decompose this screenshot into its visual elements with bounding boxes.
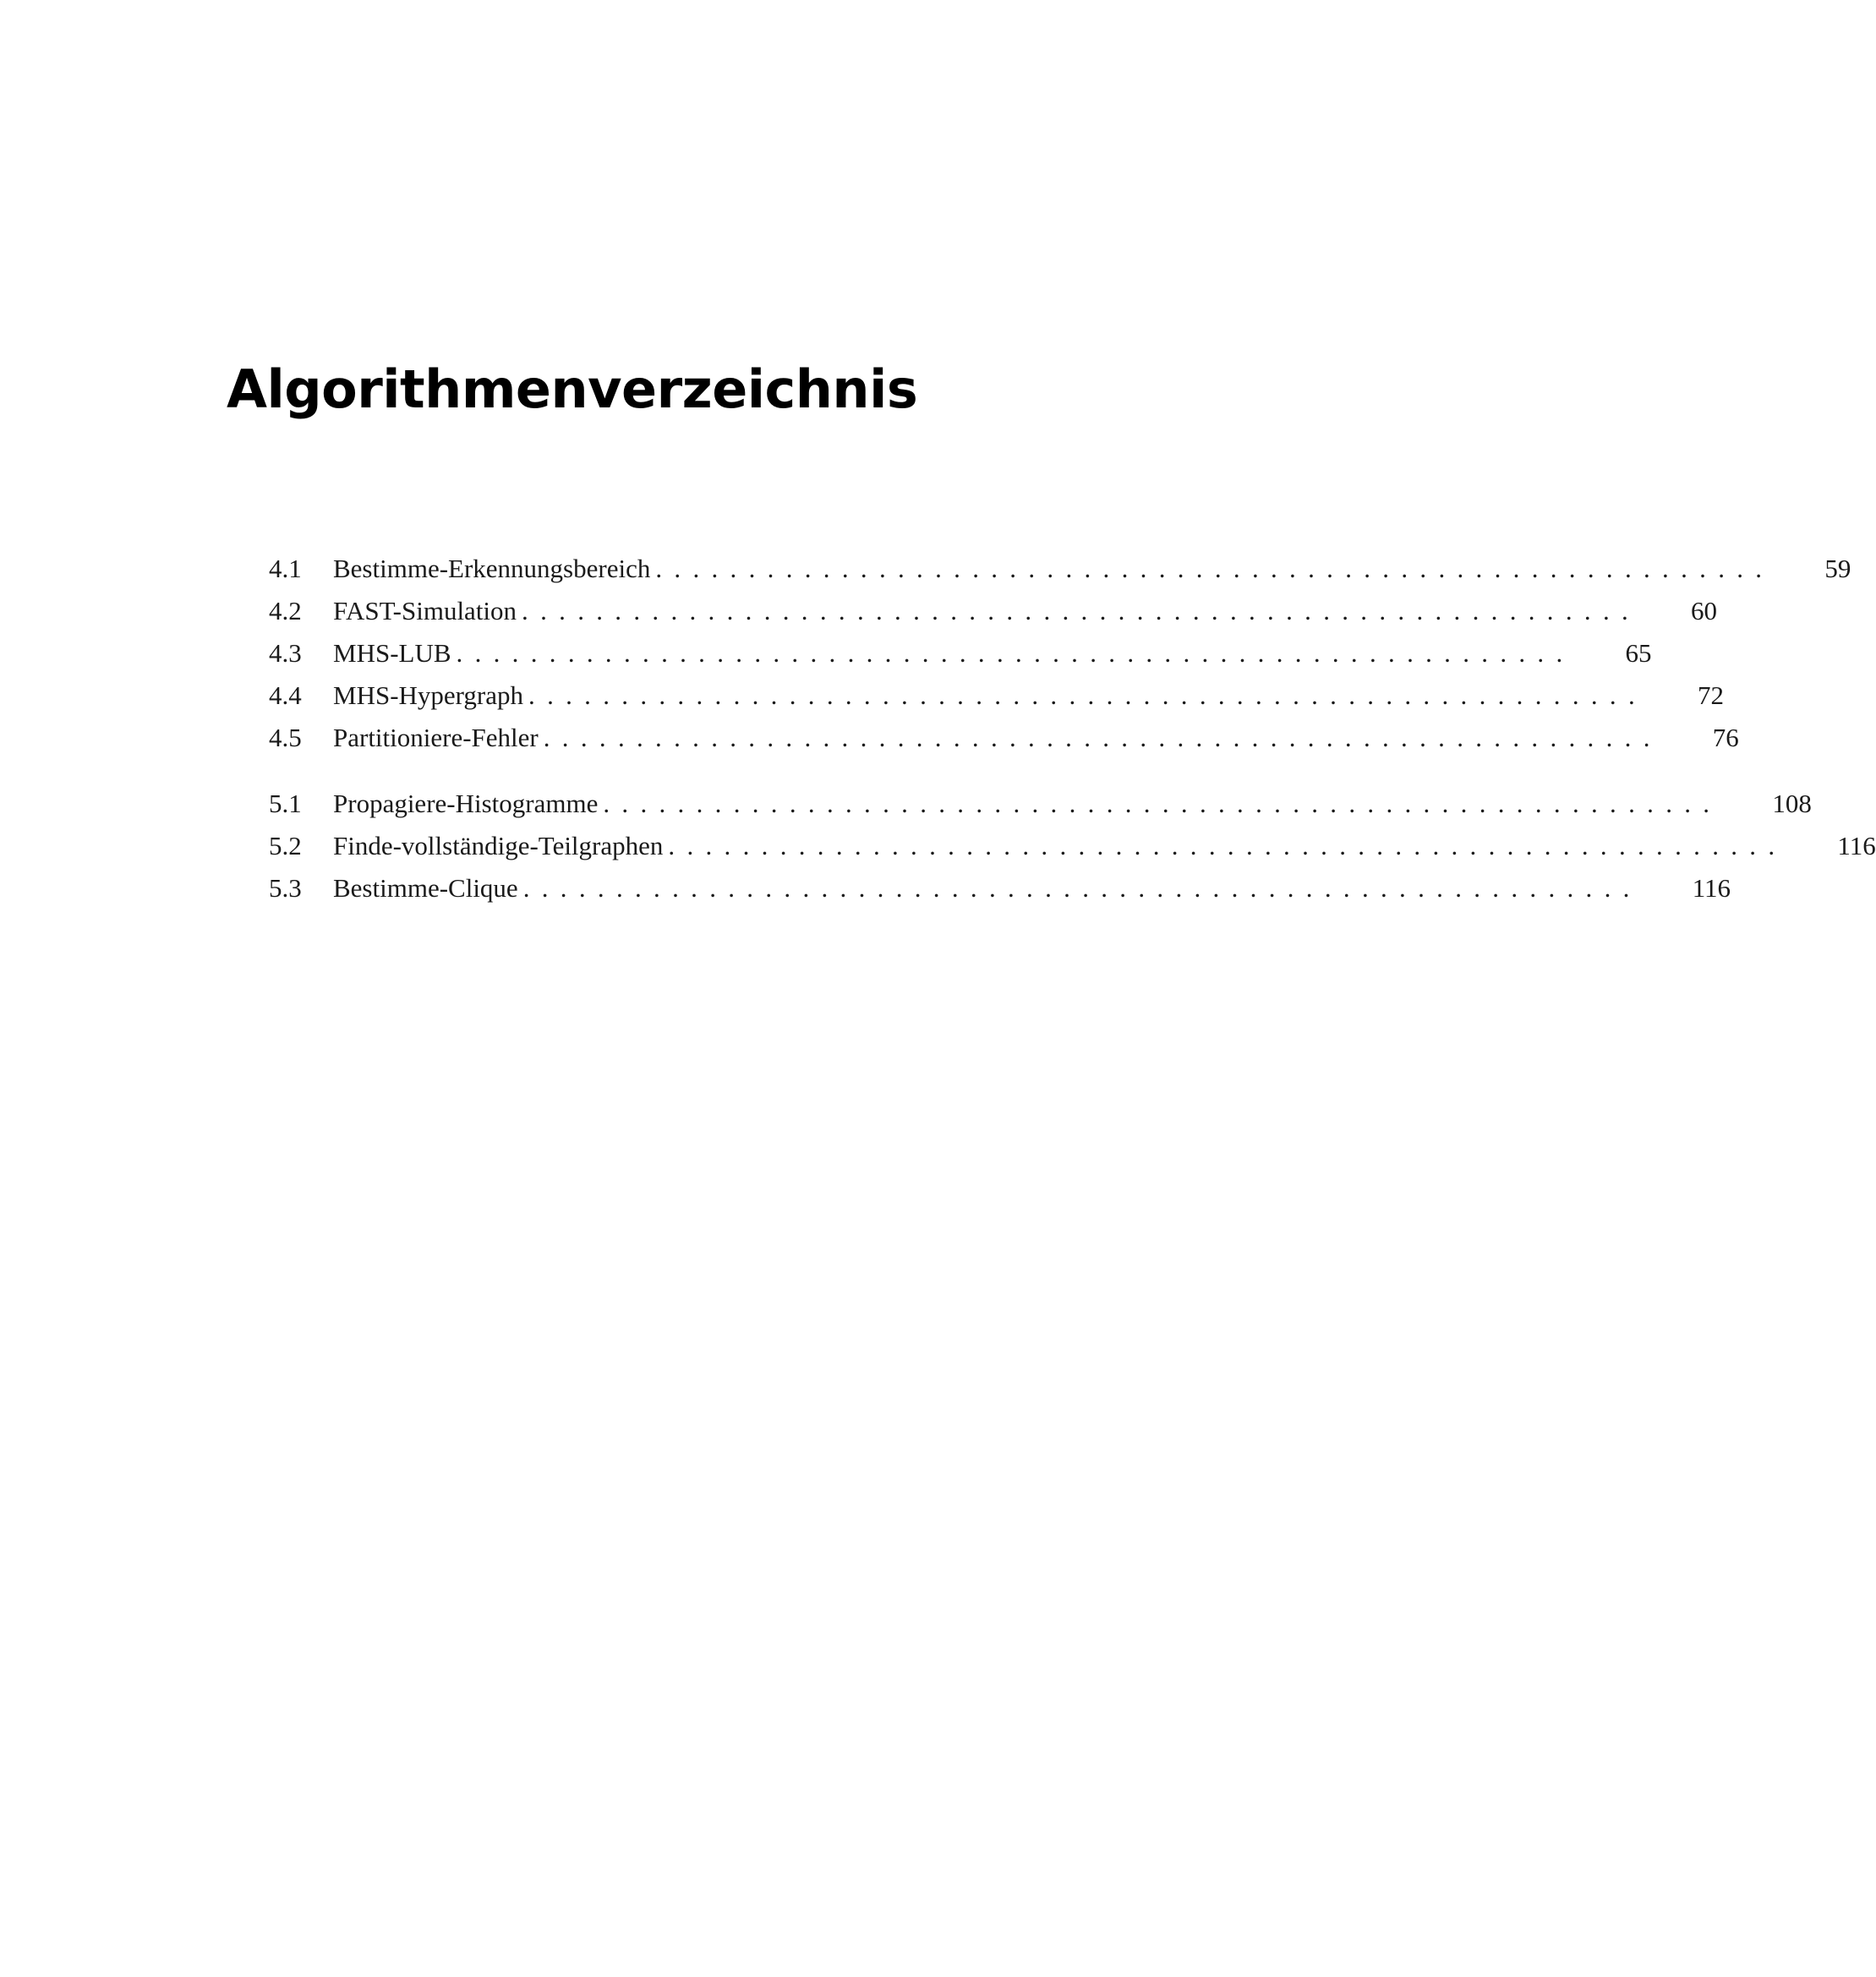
entry-page: 116 xyxy=(1837,831,1876,860)
list-item-4-2[interactable] xyxy=(269,590,1718,632)
entry-number: 5.3 xyxy=(269,873,302,903)
dot-leader: ............................................................ xyxy=(655,554,1775,583)
entry-number: 4.5 xyxy=(269,723,302,752)
dot-leader: ............................................................ xyxy=(668,831,1787,860)
dot-leader: ............................................................ xyxy=(522,873,1642,903)
dot-leader: ............................................................ xyxy=(528,680,1648,710)
dot-leader: ............................................................ xyxy=(603,789,1722,818)
entry-title: Propagiere-Histogramme xyxy=(333,789,599,818)
dot-leader: ............................................................ xyxy=(456,638,1575,668)
list-item-5-1[interactable] xyxy=(269,783,1812,825)
entry-title: FAST-Simulation xyxy=(333,596,517,625)
chapter-5-group xyxy=(269,783,1876,909)
entry-page: 65 xyxy=(1625,638,1652,668)
entry-page: 72 xyxy=(1698,680,1725,710)
list-item-4-5[interactable] xyxy=(269,717,1739,759)
list-item-4-3[interactable] xyxy=(269,632,1652,674)
dot-leader: ............................................................ xyxy=(543,723,1662,752)
entry-page: 59 xyxy=(1824,554,1851,583)
list-item-5-3[interactable] xyxy=(269,867,1731,909)
entry-number: 4.4 xyxy=(269,680,302,710)
list-item-5-2[interactable] xyxy=(269,825,1876,867)
entry-number: 4.1 xyxy=(269,554,302,583)
list-item-4-4[interactable] xyxy=(269,674,1725,717)
entry-page: 60 xyxy=(1691,596,1718,625)
entry-number: 4.2 xyxy=(269,596,302,625)
entry-page: 76 xyxy=(1712,723,1739,752)
entry-page: 108 xyxy=(1772,789,1812,818)
chapter-4-group xyxy=(269,548,1851,759)
entry-page: 116 xyxy=(1692,873,1731,903)
entry-title: Bestimme-Erkennungsbereich xyxy=(333,554,651,583)
entry-title: Partitioniere-Fehler xyxy=(333,723,539,752)
entry-number: 5.2 xyxy=(269,831,302,860)
entry-title: MHS-LUB xyxy=(333,638,451,668)
entry-title: Bestimme-Clique xyxy=(333,873,518,903)
list-item-4-1[interactable] xyxy=(269,548,1851,590)
dot-leader: ............................................................ xyxy=(522,596,1641,625)
list-of-algorithms xyxy=(269,548,1876,909)
entry-title: MHS-Hypergraph xyxy=(333,680,524,710)
entry-title: Finde-vollständige-Teilgraphen xyxy=(333,831,664,860)
page-title: Algorithmenverzeichnis xyxy=(227,358,918,420)
entry-number: 5.1 xyxy=(269,789,302,818)
entry-number: 4.3 xyxy=(269,638,302,668)
